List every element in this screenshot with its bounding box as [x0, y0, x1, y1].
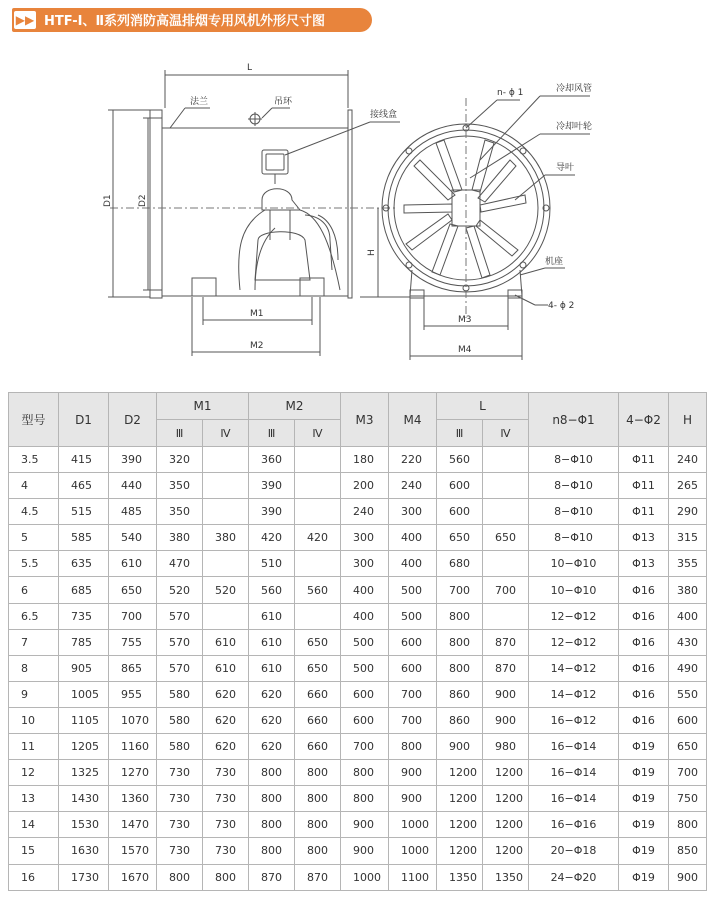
cell-m1-iv: 800 — [203, 864, 249, 890]
cell-4-phi2: Φ16 — [619, 603, 669, 629]
cell-d2: 955 — [109, 681, 157, 707]
cell-m2-iv: 800 — [295, 786, 341, 812]
cell-d1: 1630 — [59, 838, 109, 864]
cell-m4: 600 — [389, 655, 437, 681]
cell-h: 355 — [669, 551, 707, 577]
cell-l-iii: 700 — [437, 577, 483, 603]
cell-4-phi2: Φ16 — [619, 655, 669, 681]
cell-m4: 600 — [389, 629, 437, 655]
cell-model: 16 — [9, 864, 59, 890]
cell-model: 6.5 — [9, 603, 59, 629]
cell-m1-iii: 570 — [157, 655, 203, 681]
label-cooling-impeller: 冷却叶轮 — [556, 122, 593, 132]
cell-m2-iii: 420 — [249, 525, 295, 551]
cell-d1: 1105 — [59, 707, 109, 733]
cell-m4: 1100 — [389, 864, 437, 890]
table-row — [9, 734, 707, 760]
cell-m1-iii: 350 — [157, 499, 203, 525]
cell-l-iv: 1200 — [483, 760, 529, 786]
cell-m1-iii: 520 — [157, 577, 203, 603]
cell-d1: 1730 — [59, 864, 109, 890]
cell-model: 8 — [9, 655, 59, 681]
cell-m1-iii: 730 — [157, 838, 203, 864]
cell-h: 265 — [669, 473, 707, 499]
cell-m1-iii: 570 — [157, 629, 203, 655]
cell-d1: 1430 — [59, 786, 109, 812]
cell-m4: 1000 — [389, 838, 437, 864]
col-model: 型号 — [9, 393, 59, 447]
col-d2: D2 — [109, 393, 157, 447]
cell-n8-phi1: 10−Φ10 — [529, 551, 619, 577]
cell-l-iv: 900 — [483, 681, 529, 707]
cell-d2: 440 — [109, 473, 157, 499]
cell-m1-iii: 580 — [157, 681, 203, 707]
right-foot — [300, 278, 324, 296]
cell-m2-iv — [295, 603, 341, 629]
cell-l-iv — [483, 447, 529, 473]
cell-m1-iv: 380 — [203, 525, 249, 551]
cell-model: 15 — [9, 838, 59, 864]
cell-m1-iv: 620 — [203, 734, 249, 760]
cell-h: 400 — [669, 603, 707, 629]
cell-l-iv: 650 — [483, 525, 529, 551]
cell-m2-iii: 800 — [249, 812, 295, 838]
cell-m3: 500 — [341, 629, 389, 655]
cell-h: 900 — [669, 864, 707, 890]
cell-4-phi2: Φ13 — [619, 551, 669, 577]
cell-m2-iii: 800 — [249, 786, 295, 812]
cell-m2-iv — [295, 473, 341, 499]
cell-m4: 700 — [389, 707, 437, 733]
cell-m1-iv: 730 — [203, 760, 249, 786]
cell-n8-phi1: 8−Φ10 — [529, 447, 619, 473]
cell-model: 5 — [9, 525, 59, 551]
cell-l-iii: 1200 — [437, 760, 483, 786]
cell-m2-iii: 620 — [249, 734, 295, 760]
cell-l-iv: 900 — [483, 707, 529, 733]
cell-m2-iv: 800 — [295, 838, 341, 864]
cell-d2: 1470 — [109, 812, 157, 838]
label-L: L — [247, 63, 253, 73]
col-m4: M4 — [389, 393, 437, 447]
cell-m2-iii: 800 — [249, 838, 295, 864]
left-flange — [150, 110, 162, 298]
table-row — [9, 655, 707, 681]
cell-m1-iv — [203, 603, 249, 629]
label-lifting-ring: 吊环 — [274, 97, 293, 107]
cell-4-phi2: Φ13 — [619, 525, 669, 551]
cell-m2-iv: 660 — [295, 734, 341, 760]
cell-d2: 610 — [109, 551, 157, 577]
cell-m1-iii: 470 — [157, 551, 203, 577]
cell-m1-iv: 730 — [203, 812, 249, 838]
cell-m2-iii: 390 — [249, 499, 295, 525]
dimension-table — [8, 392, 707, 891]
cell-m1-iii: 580 — [157, 707, 203, 733]
cell-4-phi2: Φ19 — [619, 812, 669, 838]
fan-body — [162, 128, 348, 296]
label-M3: M3 — [458, 315, 472, 325]
cell-m1-iii: 350 — [157, 473, 203, 499]
cell-d1: 415 — [59, 447, 109, 473]
cell-d1: 785 — [59, 629, 109, 655]
cell-m3: 800 — [341, 760, 389, 786]
cell-l-iv: 870 — [483, 655, 529, 681]
col-m1-iii: Ⅲ — [157, 420, 203, 447]
cell-m1-iii: 730 — [157, 760, 203, 786]
cell-h: 700 — [669, 760, 707, 786]
label-guide-vane: 导叶 — [556, 163, 575, 173]
cell-model: 5.5 — [9, 551, 59, 577]
table-row — [9, 838, 707, 864]
col-4-phi2: 4−Φ2 — [619, 393, 669, 447]
cell-m1-iii: 800 — [157, 864, 203, 890]
table-row — [9, 603, 707, 629]
cell-4-phi2: Φ19 — [619, 734, 669, 760]
cell-4-phi2: Φ16 — [619, 681, 669, 707]
cell-n8-phi1: 24−Φ20 — [529, 864, 619, 890]
cell-m4: 300 — [389, 499, 437, 525]
col-n8-phi1: n8−Φ1 — [529, 393, 619, 447]
cell-m4: 400 — [389, 525, 437, 551]
cell-m2-iv: 800 — [295, 760, 341, 786]
table-row — [9, 629, 707, 655]
cell-m1-iv: 610 — [203, 629, 249, 655]
cell-d1: 465 — [59, 473, 109, 499]
cell-h: 850 — [669, 838, 707, 864]
cell-4-phi2: Φ11 — [619, 447, 669, 473]
table-row — [9, 864, 707, 890]
cell-l-iv — [483, 473, 529, 499]
cell-d2: 755 — [109, 629, 157, 655]
cell-d1: 1530 — [59, 812, 109, 838]
col-l-iv: Ⅳ — [483, 420, 529, 447]
label-D1: D1 — [103, 194, 113, 207]
cell-d1: 585 — [59, 525, 109, 551]
cell-model: 3.5 — [9, 447, 59, 473]
cell-model: 10 — [9, 707, 59, 733]
cell-m2-iv: 660 — [295, 681, 341, 707]
cell-4-phi2: Φ16 — [619, 577, 669, 603]
cell-l-iii: 1200 — [437, 812, 483, 838]
cell-m2-iii: 390 — [249, 473, 295, 499]
cell-n8-phi1: 14−Φ12 — [529, 681, 619, 707]
cell-l-iii: 1350 — [437, 864, 483, 890]
cell-m3: 600 — [341, 681, 389, 707]
table-row — [9, 447, 707, 473]
cell-m1-iv — [203, 551, 249, 577]
cell-d2: 700 — [109, 603, 157, 629]
cell-l-iv: 1200 — [483, 812, 529, 838]
cell-n8-phi1: 16−Φ16 — [529, 812, 619, 838]
cell-m4: 900 — [389, 760, 437, 786]
cell-d2: 540 — [109, 525, 157, 551]
cell-d1: 1005 — [59, 681, 109, 707]
label-cooling-duct: 冷却风管 — [556, 84, 593, 94]
cell-h: 650 — [669, 734, 707, 760]
table-row — [9, 499, 707, 525]
cell-l-iv: 980 — [483, 734, 529, 760]
cell-l-iii: 600 — [437, 473, 483, 499]
cell-m3: 200 — [341, 473, 389, 499]
cell-n8-phi1: 20−Φ18 — [529, 838, 619, 864]
cell-m2-iv: 560 — [295, 577, 341, 603]
cell-n8-phi1: 8−Φ10 — [529, 499, 619, 525]
cell-m2-iv — [295, 499, 341, 525]
cell-d2: 1670 — [109, 864, 157, 890]
col-m2-iii: Ⅲ — [249, 420, 295, 447]
cell-d2: 1070 — [109, 707, 157, 733]
cell-m3: 300 — [341, 551, 389, 577]
cell-m4: 500 — [389, 577, 437, 603]
cell-d2: 1570 — [109, 838, 157, 864]
cell-l-iv — [483, 551, 529, 577]
cell-m2-iii: 610 — [249, 655, 295, 681]
double-arrow-icon: ▶▶ — [15, 13, 35, 27]
label-flange: 法兰 — [190, 97, 209, 107]
cell-n8-phi1: 8−Φ10 — [529, 525, 619, 551]
cell-d1: 1205 — [59, 734, 109, 760]
cell-l-iv — [483, 603, 529, 629]
cell-l-iii: 1200 — [437, 786, 483, 812]
cell-m3: 400 — [341, 603, 389, 629]
cell-d2: 485 — [109, 499, 157, 525]
cell-m1-iv: 620 — [203, 707, 249, 733]
cell-m1-iv: 620 — [203, 681, 249, 707]
cell-d1: 515 — [59, 499, 109, 525]
cell-4-phi2: Φ19 — [619, 838, 669, 864]
cell-l-iii: 650 — [437, 525, 483, 551]
cell-4-phi2: Φ19 — [619, 864, 669, 890]
cell-l-iv — [483, 499, 529, 525]
table-row — [9, 577, 707, 603]
cell-m1-iv — [203, 499, 249, 525]
label-H: H — [367, 249, 377, 256]
table-body — [9, 447, 707, 891]
cell-m4: 700 — [389, 681, 437, 707]
cell-d2: 1270 — [109, 760, 157, 786]
col-h: H — [669, 393, 707, 447]
cell-m1-iii: 320 — [157, 447, 203, 473]
cell-d1: 1325 — [59, 760, 109, 786]
table-row — [9, 551, 707, 577]
cell-m2-iv: 660 — [295, 707, 341, 733]
cell-model: 12 — [9, 760, 59, 786]
cell-m1-iii: 730 — [157, 812, 203, 838]
cell-m3: 900 — [341, 838, 389, 864]
cell-4-phi2: Φ19 — [619, 786, 669, 812]
cell-l-iii: 800 — [437, 655, 483, 681]
cell-l-iii: 860 — [437, 681, 483, 707]
col-l: L — [437, 393, 529, 420]
cell-model: 4 — [9, 473, 59, 499]
cell-n8-phi1: 12−Φ12 — [529, 629, 619, 655]
cell-m1-iv: 520 — [203, 577, 249, 603]
cell-m3: 500 — [341, 655, 389, 681]
cell-m2-iv: 870 — [295, 864, 341, 890]
label-4-phi2: 4- ϕ 2 — [548, 301, 575, 311]
page-title: HTF-Ⅰ、Ⅱ系列消防高温排烟专用风机外形尺寸图 — [44, 14, 326, 29]
cell-l-iii: 680 — [437, 551, 483, 577]
cell-n8-phi1: 16−Φ14 — [529, 760, 619, 786]
cell-m4: 1000 — [389, 812, 437, 838]
cell-m2-iv — [295, 551, 341, 577]
cell-m4: 900 — [389, 786, 437, 812]
right-flange — [348, 110, 352, 298]
cell-m4: 800 — [389, 734, 437, 760]
cell-m4: 500 — [389, 603, 437, 629]
cell-m1-iv: 730 — [203, 838, 249, 864]
cell-model: 11 — [9, 734, 59, 760]
cell-m2-iv — [295, 447, 341, 473]
cell-d1: 685 — [59, 577, 109, 603]
cell-m1-iii: 380 — [157, 525, 203, 551]
cell-h: 315 — [669, 525, 707, 551]
cell-model: 9 — [9, 681, 59, 707]
cell-d1: 635 — [59, 551, 109, 577]
cell-4-phi2: Φ16 — [619, 707, 669, 733]
col-l-iii: Ⅲ — [437, 420, 483, 447]
cell-4-phi2: Φ16 — [619, 629, 669, 655]
cell-n8-phi1: 16−Φ14 — [529, 734, 619, 760]
cell-m2-iii: 610 — [249, 629, 295, 655]
cell-m4: 240 — [389, 473, 437, 499]
cell-n8-phi1: 8−Φ10 — [529, 473, 619, 499]
cell-n8-phi1: 12−Φ12 — [529, 603, 619, 629]
cell-m2-iii: 870 — [249, 864, 295, 890]
cell-4-phi2: Φ11 — [619, 473, 669, 499]
cell-m2-iii: 360 — [249, 447, 295, 473]
label-M2: M2 — [250, 341, 264, 351]
label-base: 机座 — [545, 257, 564, 267]
label-M1: M1 — [250, 309, 264, 319]
cell-m2-iii: 620 — [249, 707, 295, 733]
cell-m1-iii: 730 — [157, 786, 203, 812]
cell-m3: 400 — [341, 577, 389, 603]
cell-m1-iv — [203, 473, 249, 499]
cell-m1-iv: 610 — [203, 655, 249, 681]
table-row — [9, 681, 707, 707]
cell-n8-phi1: 10−Φ10 — [529, 577, 619, 603]
cell-m2-iii: 560 — [249, 577, 295, 603]
left-foot — [192, 278, 216, 296]
table-row — [9, 473, 707, 499]
label-D2: D2 — [138, 194, 148, 207]
cell-h: 380 — [669, 577, 707, 603]
cell-model: 7 — [9, 629, 59, 655]
cell-m3: 240 — [341, 499, 389, 525]
cell-model: 14 — [9, 812, 59, 838]
cell-m4: 400 — [389, 551, 437, 577]
cell-m1-iii: 570 — [157, 603, 203, 629]
fan-outline-drawing — [0, 40, 715, 370]
cell-m1-iii: 580 — [157, 734, 203, 760]
cell-h: 240 — [669, 447, 707, 473]
cell-l-iii: 800 — [437, 603, 483, 629]
label-n-phi1: n- ϕ 1 — [497, 88, 524, 98]
cell-m3: 1000 — [341, 864, 389, 890]
cell-m2-iii: 800 — [249, 760, 295, 786]
cell-m3: 600 — [341, 707, 389, 733]
label-M4: M4 — [458, 345, 472, 355]
table-row — [9, 786, 707, 812]
col-m3: M3 — [341, 393, 389, 447]
cell-m4: 220 — [389, 447, 437, 473]
cell-d1: 735 — [59, 603, 109, 629]
cell-m3: 300 — [341, 525, 389, 551]
cell-l-iv: 1200 — [483, 786, 529, 812]
cell-h: 430 — [669, 629, 707, 655]
cell-n8-phi1: 16−Φ12 — [529, 707, 619, 733]
cell-d1: 905 — [59, 655, 109, 681]
table-row — [9, 760, 707, 786]
cell-l-iii: 1200 — [437, 838, 483, 864]
cell-n8-phi1: 14−Φ12 — [529, 655, 619, 681]
cell-m2-iv: 650 — [295, 655, 341, 681]
col-m2: M2 — [249, 393, 341, 420]
cell-m2-iii: 620 — [249, 681, 295, 707]
cell-l-iv: 1350 — [483, 864, 529, 890]
cell-d2: 1360 — [109, 786, 157, 812]
col-m1-iv: Ⅳ — [203, 420, 249, 447]
cell-4-phi2: Φ11 — [619, 499, 669, 525]
cell-l-iii: 560 — [437, 447, 483, 473]
cell-m3: 180 — [341, 447, 389, 473]
cell-m2-iv: 650 — [295, 629, 341, 655]
table-row — [9, 707, 707, 733]
cell-d2: 650 — [109, 577, 157, 603]
cell-4-phi2: Φ19 — [619, 760, 669, 786]
cell-m3: 700 — [341, 734, 389, 760]
cell-m1-iv — [203, 447, 249, 473]
table-row — [9, 525, 707, 551]
cell-m1-iv: 730 — [203, 786, 249, 812]
cell-h: 600 — [669, 707, 707, 733]
cell-d2: 390 — [109, 447, 157, 473]
cell-h: 490 — [669, 655, 707, 681]
cell-l-iv: 700 — [483, 577, 529, 603]
cell-l-iv: 1200 — [483, 838, 529, 864]
cell-m2-iii: 610 — [249, 603, 295, 629]
cell-h: 750 — [669, 786, 707, 812]
cell-h: 550 — [669, 681, 707, 707]
cell-h: 800 — [669, 812, 707, 838]
col-m2-iv: Ⅳ — [295, 420, 341, 447]
col-d1: D1 — [59, 393, 109, 447]
cell-l-iii: 860 — [437, 707, 483, 733]
cell-model: 4.5 — [9, 499, 59, 525]
cell-m2-iii: 510 — [249, 551, 295, 577]
table-row — [9, 812, 707, 838]
label-junction-box: 接线盒 — [370, 110, 398, 120]
cell-l-iii: 900 — [437, 734, 483, 760]
cell-m2-iv: 420 — [295, 525, 341, 551]
cell-d2: 1160 — [109, 734, 157, 760]
cell-l-iii: 600 — [437, 499, 483, 525]
cell-m3: 800 — [341, 786, 389, 812]
cell-l-iii: 800 — [437, 629, 483, 655]
cell-model: 13 — [9, 786, 59, 812]
col-m1: M1 — [157, 393, 249, 420]
cell-l-iv: 870 — [483, 629, 529, 655]
cell-m3: 900 — [341, 812, 389, 838]
cell-m2-iv: 800 — [295, 812, 341, 838]
cell-model: 6 — [9, 577, 59, 603]
cell-n8-phi1: 16−Φ14 — [529, 786, 619, 812]
cell-d2: 865 — [109, 655, 157, 681]
cell-h: 290 — [669, 499, 707, 525]
